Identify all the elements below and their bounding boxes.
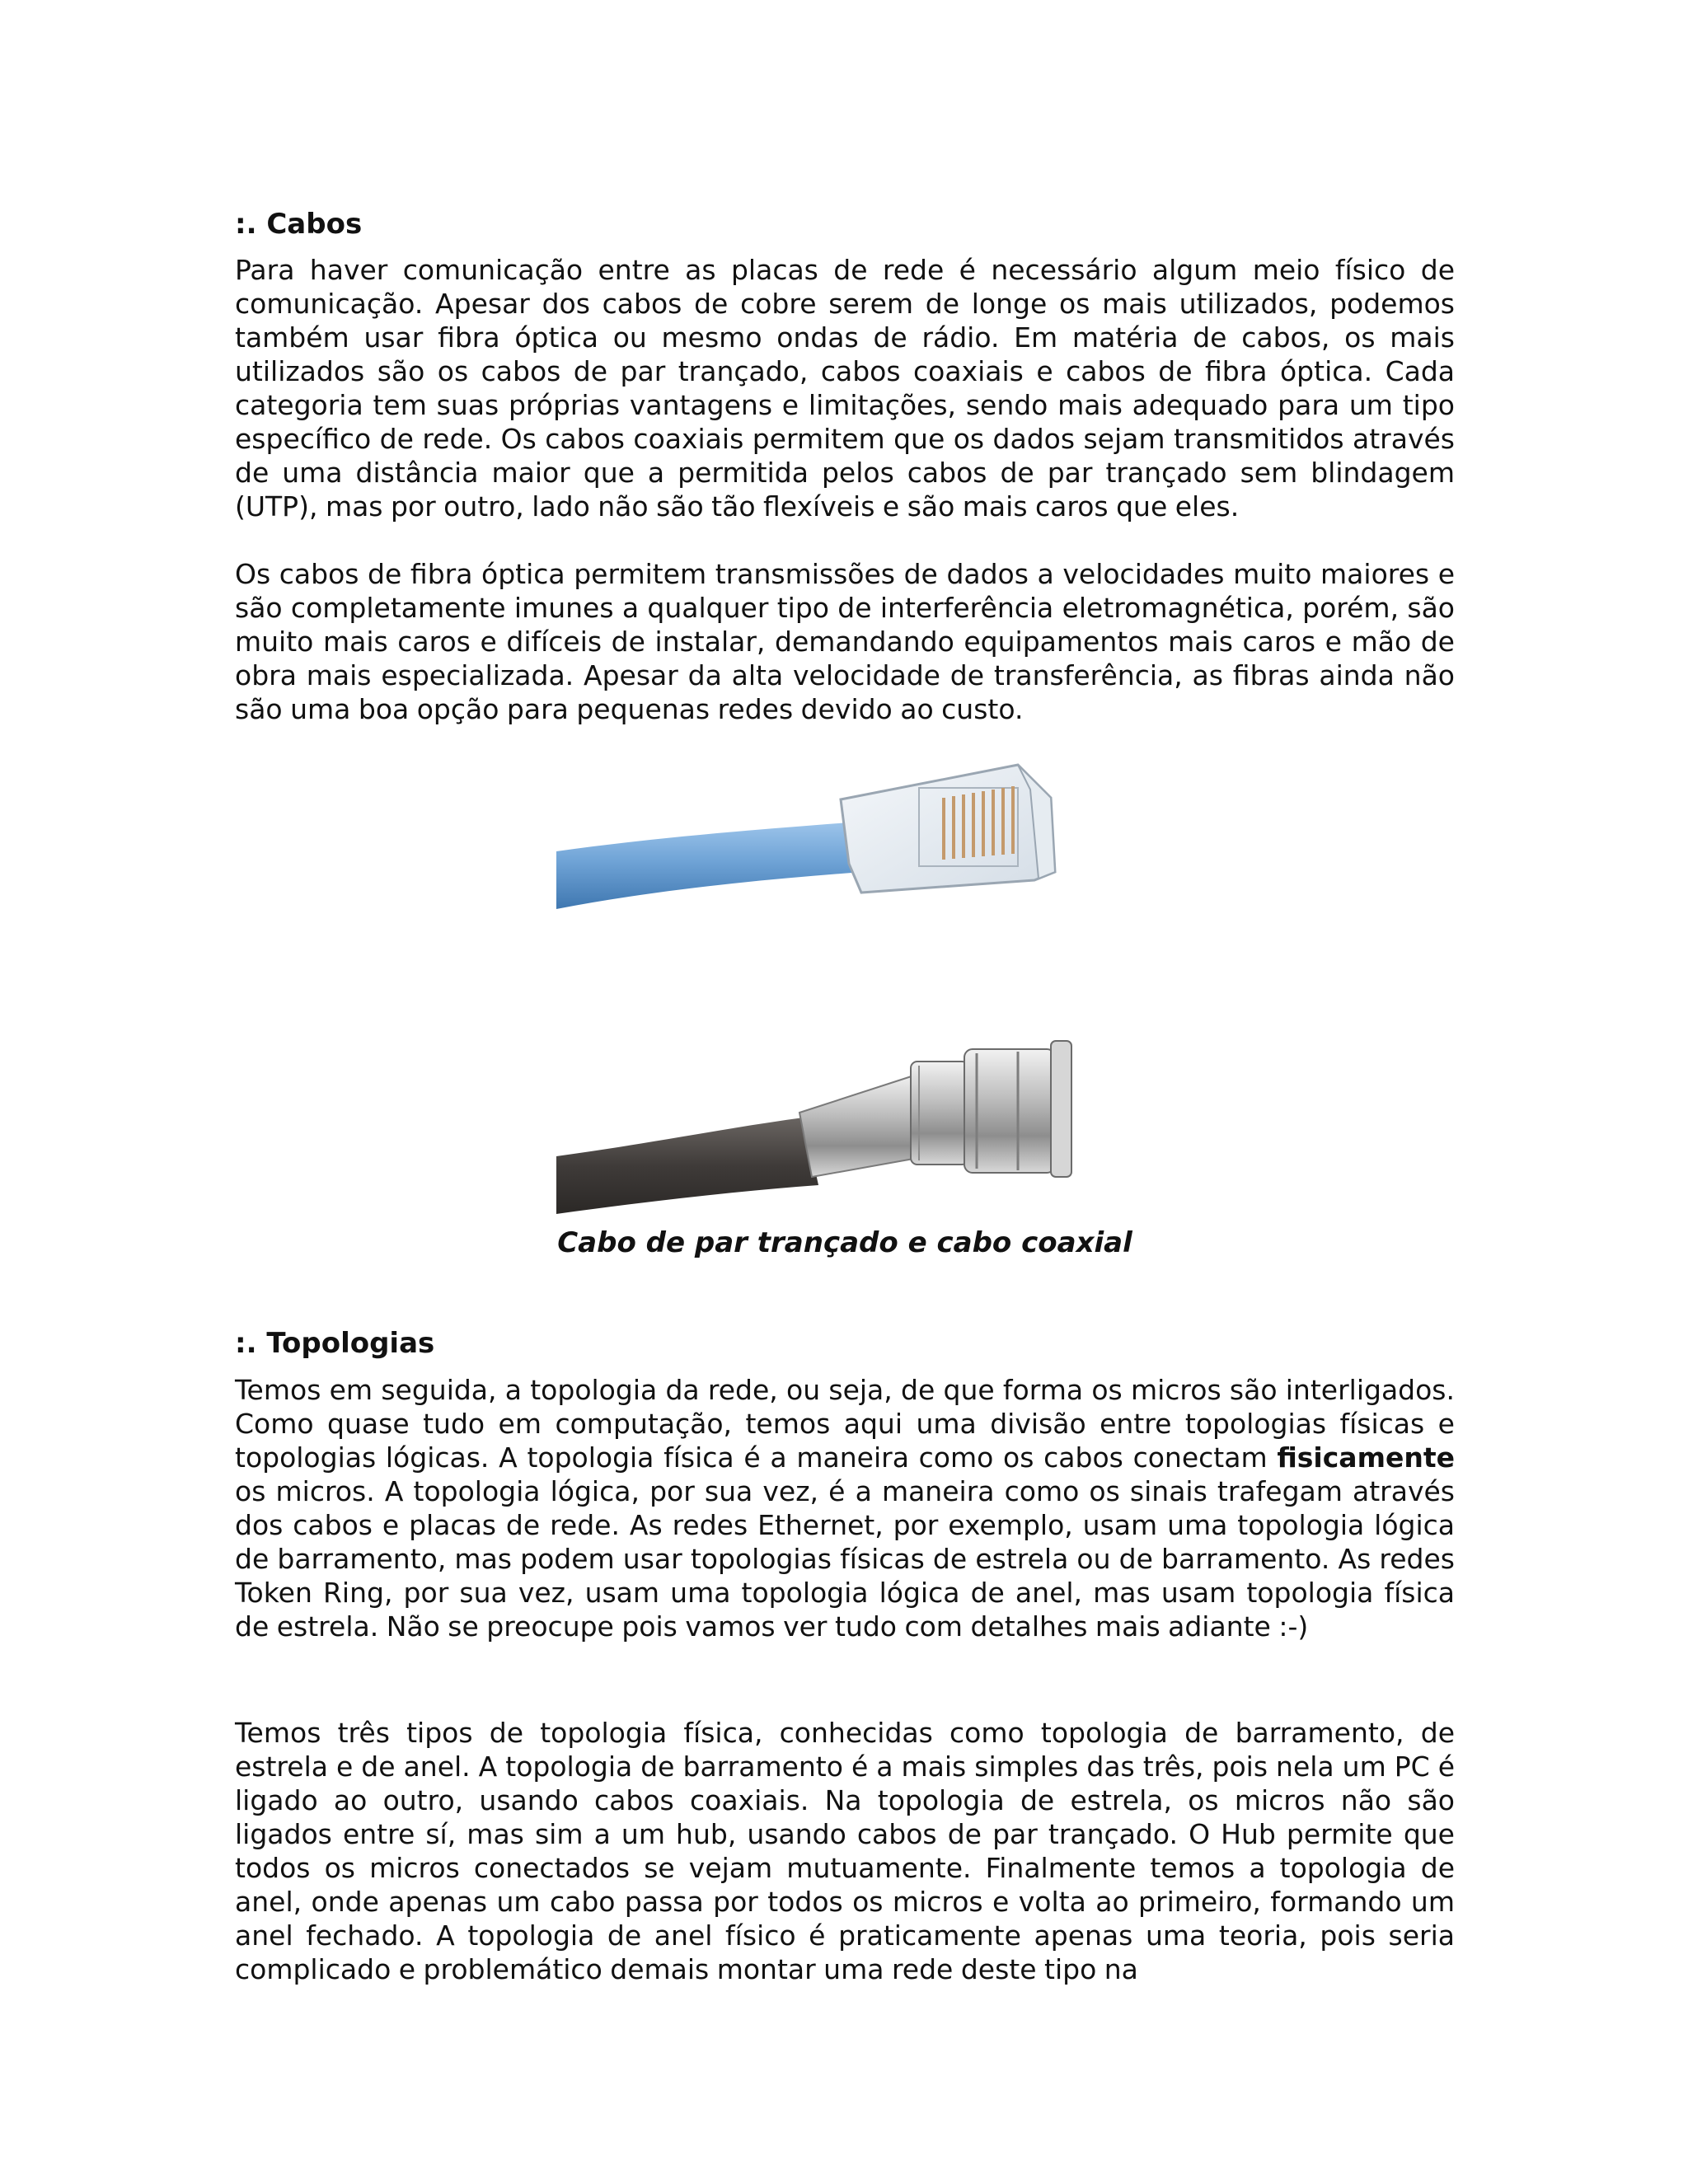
utp-cable-body <box>556 823 863 909</box>
bold-term-fisicamente: fisicamente <box>1277 1441 1455 1474</box>
cable-connectors-photo <box>556 740 1137 1226</box>
rj45-connector <box>841 765 1055 893</box>
paragraph-fibra-optica: Os cabos de fibra óptica permitem transmissões de dados a velocidades muito maiores e são completamente imunes a qualquer tipo de interferência eletromagnética, porém, são muito mais caros e difíceis de instalar, demandando equipamentos mais caros e mão de obra mais especializada. Apesar da alta velocidade de transferência, as fibras ainda não são uma boa opção para pequenas redes devido ao custo. <box>235 558 1455 725</box>
figure-caption: Cabo de par trançado e cabo coaxial <box>557 1226 1132 1259</box>
section-heading-topologias: :. Topologias <box>235 1327 435 1360</box>
paragraph-text: os micros. A topologia lógica, por sua vez, é a maneira como os sinais trafegam através dos cabos e placas de rede. As redes Ethernet, por exemplo, usam uma topologia lógica de barramento, mas podem usar topologias físicas de estrela ou de barramento. As redes Token Ring, por sua vez, usam uma topologia lógica de anel, mas usam topologia física de estrela. Não se preocupe pois vamos ver tudo com detalhes mais adiante :-) <box>235 1475 1455 1643</box>
bnc-connector <box>799 1041 1071 1177</box>
section-heading-cabos: :. Cabos <box>235 208 363 241</box>
paragraph-tipos-topologia: Temos três tipos de topologia física, conhecidas como topologia de barramento, de estrela e de anel. A topologia de barramento é a mais simples das três, pois nela um PC é ligado ao outro, usando cabos coaxiais. Na topologia de estrela, os micros não são ligados entre sí, mas sim a um hub, usando cabos de par trançado. O Hub permite que todos os micros conectados se vejam mutuamente. Finalmente temos a topologia de anel, onde apenas um cabo passa por todos os micros e volta ao primeiro, formando um anel fechado. A topologia de anel físico é praticamente apenas uma teoria, pois seria complicado e problemático demais montar uma rede deste tipo na <box>235 1717 1455 1985</box>
paragraph-topologias-intro <box>235 1373 1455 1643</box>
paragraph-cabos-intro: Para haver comunicação entre as placas de rede é necessário algum meio físico de comunicação. Apesar dos cabos de cobre serem de longe os mais utilizados, podemos também usar fibra óptica ou mesmo ondas de rádio. Em matéria de cabos, os mais utilizados são os cabos de par trançado, cabos coaxiais e cabos de fibra óptica. Cada categoria tem suas próprias vantagens e limitações, sendo mais adequado para um tipo específico de rede. Os cabos coaxiais permitem que os dados sejam transmitidos através de uma distância maior que a permitida pelos cabos de par trançado sem blindagem (UTP), mas por outro, lado não são tão flexíveis e são mais caros que eles. <box>235 254 1455 523</box>
coax-cable-body <box>556 1118 818 1214</box>
cable-connectors-illustration <box>556 740 1137 1226</box>
paragraph-text: Temos em seguida, a topologia da rede, ou seja, de que forma os micros são interligados. Como quase tudo em computação, temos aqui uma divisão entre topologias físicas e topologias lógicas. A topologia física é a maneira como os cabos conectam <box>235 1374 1455 1474</box>
